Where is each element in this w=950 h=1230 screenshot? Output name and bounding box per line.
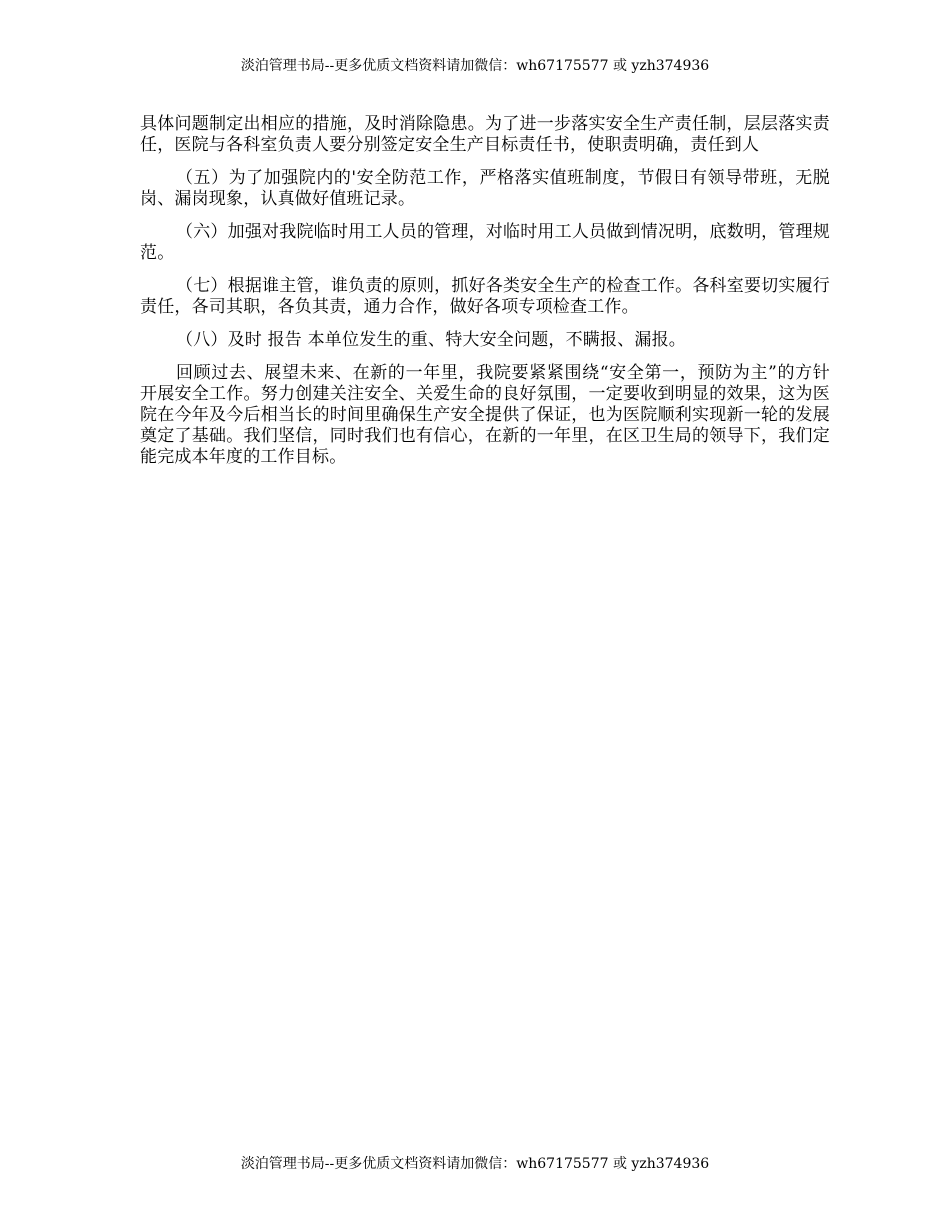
page-footer: 淡泊管理书局--更多优质文档资料请加微信：wh67175577 或 yzh374936 (240, 1156, 710, 1172)
paragraph-item-6: （六）加强对我院临时用工人员的管理，对临时用工人员做到情况明，底数明，管理规范。 (140, 222, 830, 263)
paragraph-item-7: （七）根据谁主管，谁负责的原则，抓好各类安全生产的检查工作。各科室要切实履行责任，各司其职，各负其责，通力合作，做好各项专项检查工作。 (140, 276, 830, 317)
document-body (140, 114, 830, 480)
paragraph-item-8: （八）及时 报告 本单位发生的重、特大安全问题，不瞒报、漏报。 (176, 330, 687, 350)
page-header: 淡泊管理书局--更多优质文档资料请加微信：wh67175577 或 yzh374936 (240, 58, 710, 74)
paragraph-continuation: 具体问题制定出相应的措施，及时消除隐患。为了进一步落实安全生产责任制，层层落实责任，医院与各科室负责人要分别签定安全生产目标责任书，使职责明确，责任到人 (140, 114, 830, 155)
paragraph-conclusion: 回顾过去、展望未来、在新的一年里，我院要紧紧围绕“安全第一，预防为主”的方针开展安全工作。努力创建关注安全、关爱生命的良好氛围，一定要收到明显的效果，这为医院在今年及今后相当长的时间里确保生产安全提供了保证，也为医院顺利实现新一轮的发展奠定了基础。我们坚信，同时我们也有信心，在新的一年里，在区卫生局的领导下，我们定能完成本年度的工作目标。 (140, 363, 830, 467)
paragraph-item-5: （五）为了加强院内的'安全防范工作，严格落实值班制度，节假日有领导带班，无脱岗、漏岗现象，认真做好值班记录。 (140, 168, 830, 209)
